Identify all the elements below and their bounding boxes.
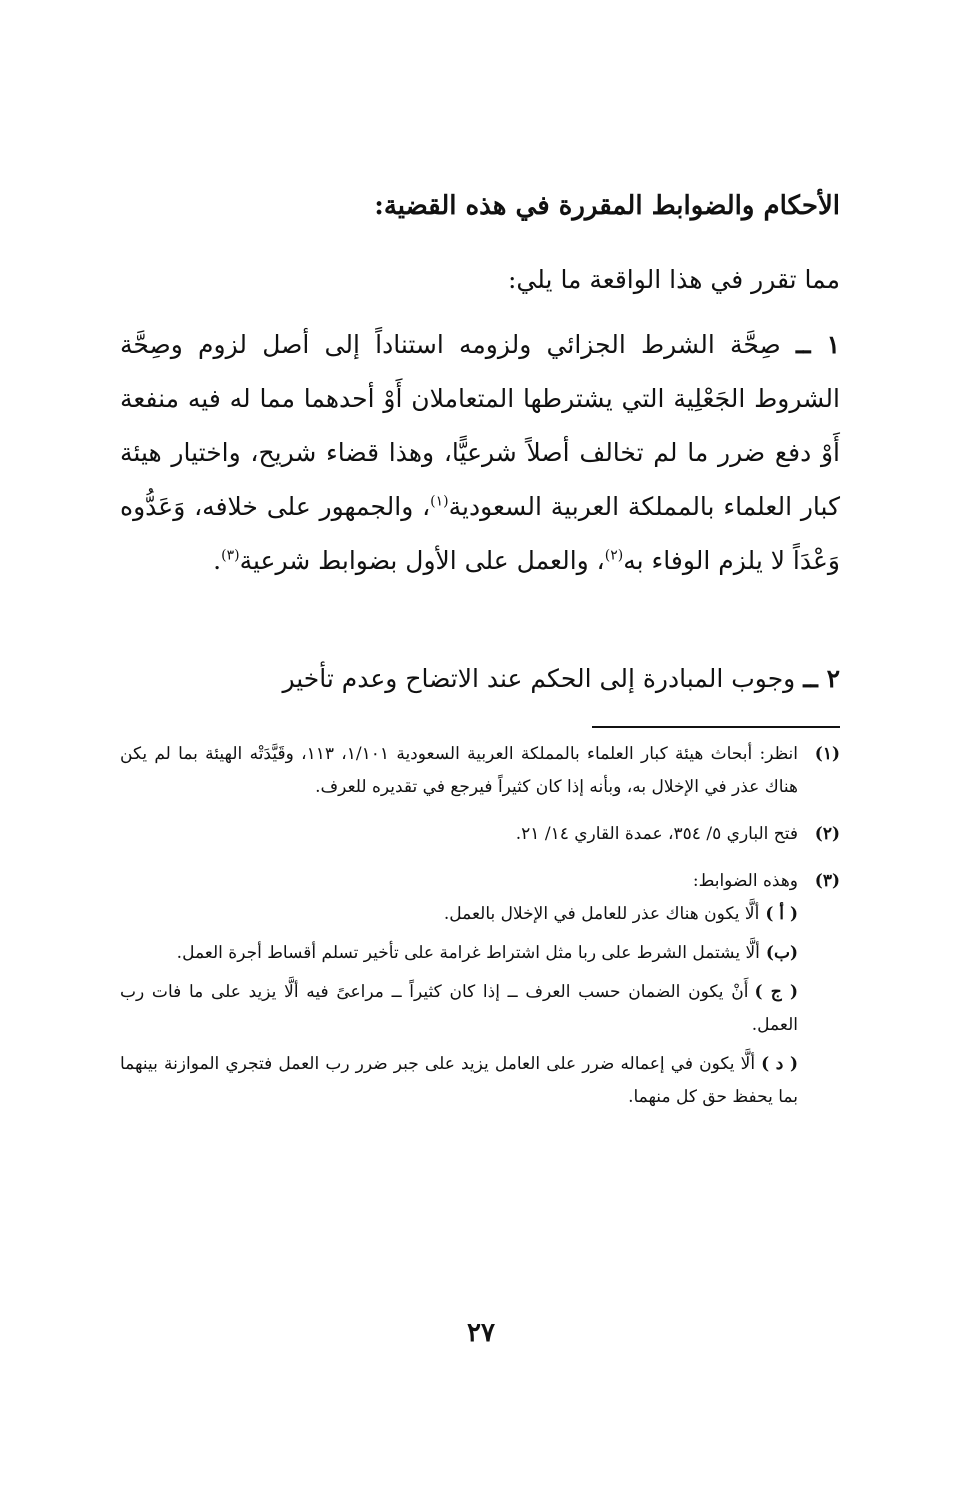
condition-text: ألَّا يكون في إعماله ضرر على العامل يزيد على جبر ضرر رب العمل فتجري الموازنة بينهما بما يحفظ حق كل منهما. — [120, 1054, 798, 1107]
footnote-1 — [120, 738, 840, 804]
ruling-item-2 — [120, 652, 840, 706]
condition-label: ( ج ) — [754, 982, 798, 1002]
condition-text: أَنْ يكون الضمان حسب العرف ــ إذا كان كثيراً ــ مراعىً فيه ألَّا يزيد على ما فات رب العمل. — [120, 982, 798, 1035]
footnotes — [120, 738, 840, 1128]
condition-d — [120, 1048, 798, 1114]
footnote-3 — [120, 865, 840, 1114]
footnote-2 — [120, 818, 840, 851]
item-text-a: صِحَّة الشرط الجزائي ولزومه استناداً إلى أصل لزوم وصِحَّة الشروط الجَعْلِية التي يشترطها المتعاملان أَوْ أحدهما مما له فيه منفعة أَوْ دفع ضرر ما لم تخالف أصلاً شرعيًّا، وهذا قضاء شريح، واختيار هيئة كبار العلماء بالمملكة العربية السعودية — [120, 330, 840, 521]
item-text-c: ، والعمل على الأول بضوابط شرعية — [239, 546, 605, 575]
footnote-text: فتح الباري ٥/ ٣٥٤، عمدة القاري ١٤/ ٢١. — [515, 824, 798, 844]
item-number: ١ ــ — [795, 330, 840, 359]
intro-line: مما تقرر في هذا الواقعة ما يلي: — [508, 265, 840, 294]
item-number: ٢ ــ — [803, 664, 840, 693]
item-text: وجوب المبادرة إلى الحكم عند الاتضاح وعدم تأخير — [282, 664, 796, 693]
footnote-ref-3: (٣) — [221, 547, 240, 564]
condition-text: ألَّا يشتمل الشرط على ربا مثل اشتراط غرامة على تأخير تسلم أقساط أجرة العمل. — [176, 943, 760, 963]
page-number: ٢٧ — [467, 1318, 495, 1348]
footnote-separator — [592, 726, 840, 728]
condition-c — [120, 976, 798, 1042]
condition-b — [120, 937, 798, 970]
footnote-ref-1: (١) — [430, 493, 449, 510]
condition-label: ( د ) — [761, 1054, 798, 1074]
footnote-number: (١) — [814, 744, 840, 764]
ruling-item-1 — [120, 318, 840, 588]
condition-label: ( أ ) — [765, 904, 798, 924]
footnote-ref-2: (٢) — [604, 547, 624, 564]
item-text-d: . — [213, 546, 222, 575]
footnote-intro: وهذه الضوابط: — [692, 871, 798, 891]
condition-a — [120, 898, 798, 931]
condition-text: ألَّا يكون هناك عذر للعامل في الإخلال بالعمل. — [443, 904, 760, 924]
condition-label: (ب) — [765, 943, 798, 963]
footnote-text: انظر: أبحاث هيئة كبار العلماء بالمملكة العربية السعودية ١/١٠١، ١١٣، وقَيَّدَتْه الهيئة بما لم يكن هناك عذر في الإخلال به، وبأنه إذا كان كثيراً فيرجع في تقديره للعرف. — [120, 744, 798, 797]
item-text-b: ، والجمهور على خلافه، وَعَدُّوه وَعْدَاً لا يلزم الوفاء به — [120, 492, 840, 575]
section-heading: الأحكام والضوابط المقررة في هذه القضية: — [374, 191, 840, 221]
footnote-number: (٣) — [814, 871, 840, 891]
footnote-number: (٢) — [814, 824, 840, 844]
